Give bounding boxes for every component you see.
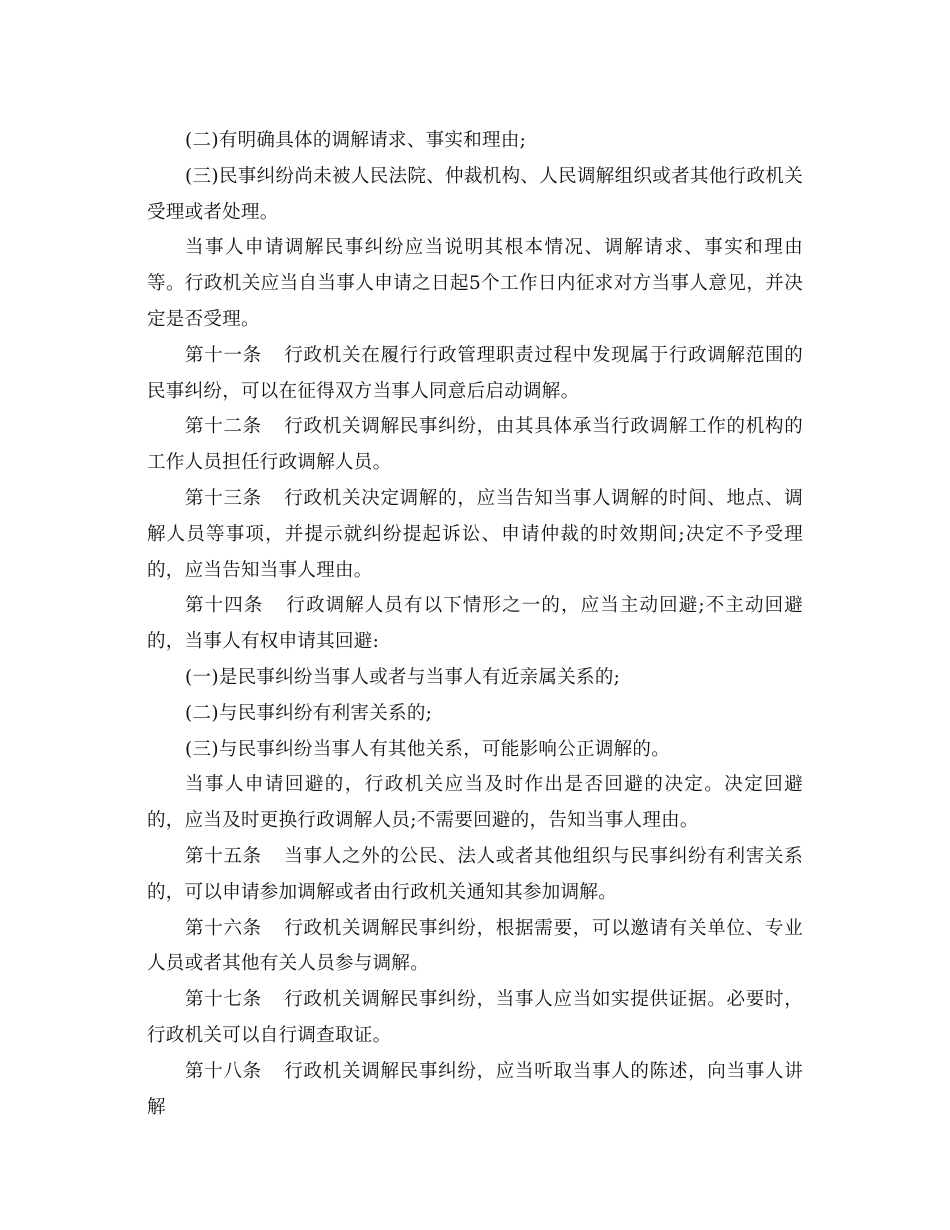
paragraph-text: (三)与民事纠纷当事人有其他关系，可能影响公正调解的。	[185, 738, 671, 760]
article-number: 第十二条	[185, 416, 262, 438]
paragraph-recusal	[147, 767, 803, 839]
article-number: 第十六条	[185, 917, 262, 939]
article-text: 行政机关调解民事纠纷，当事人应当如实提供证据。必要时，行政机关可以自行调查取证。	[147, 989, 803, 1046]
article-number: 第十一条	[185, 344, 262, 366]
article-text: 行政机关调解民事纠纷，由其具体承当行政调解工作的机构的工作人员担任行政调解人员。	[147, 416, 803, 474]
article-15	[147, 839, 803, 911]
paragraph-item-2	[147, 123, 803, 159]
article-number: 第十五条	[185, 845, 262, 867]
paragraph-item-3b	[147, 732, 803, 768]
article-18	[147, 1054, 803, 1126]
article-16	[147, 911, 803, 983]
article-text: 行政机关调解民事纠纷，应当听取当事人的陈述，向当事人讲解	[147, 1060, 803, 1118]
paragraph-text: (三)民事纠纷尚未被人民法院、仲裁机构、人民调解组织或者其他行政机关受理或者处理。	[147, 165, 803, 223]
article-12	[147, 409, 803, 481]
article-11	[147, 338, 803, 410]
article-text: 当事人之外的公民、法人或者其他组织与民事纠纷有利害关系的，可以申请参加调解或者由行政机关通知其参加调解。	[147, 845, 803, 903]
paragraph-item-2b	[147, 696, 803, 732]
paragraph-application	[147, 230, 803, 337]
paragraph-text: 当事人申请回避的，行政机关应当及时作出是否回避的决定。决定回避的，应当及时更换行政调解人员;不需要回避的，告知当事人理由。	[147, 774, 803, 832]
paragraph-text: (二)有明确具体的调解请求、事实和理由;	[185, 130, 527, 151]
paragraph-item-3	[147, 159, 803, 231]
paragraph-text: (一)是民事纠纷当事人或者与当事人有近亲属关系的;	[185, 666, 621, 688]
article-text: 行政机关决定调解的，应当告知当事人调解的时间、地点、调解人员等事项，并提示就纠纷提起诉讼、申请仲裁的时效期间;决定不予受理的，应当告知当事人理由。	[147, 487, 803, 581]
paragraph-text: (二)与民事纠纷有利害关系的;	[185, 702, 433, 724]
article-number: 第十三条	[185, 487, 262, 509]
paragraph-item-1	[147, 660, 803, 696]
paragraph-text: 当事人申请调解民事纠纷应当说明其根本情况、调解请求、事实和理由等。行政机关应当自当事人申请之日起5个工作日内征求对方当事人意见，并决定是否受理。	[147, 237, 803, 330]
article-number: 第十七条	[185, 989, 262, 1011]
article-text: 行政机关调解民事纠纷，根据需要，可以邀请有关单位、专业人员或者其他有关人员参与调解。	[147, 917, 803, 975]
article-13	[147, 481, 803, 588]
article-number: 第十八条	[185, 1060, 262, 1082]
article-text: 行政机关在履行行政管理职责过程中发现属于行政调解范围的民事纠纷，可以在征得双方当事人同意后启动调解。	[147, 344, 803, 402]
article-number: 第十四条	[185, 595, 264, 617]
article-17	[147, 982, 803, 1054]
article-text: 行政调解人员有以下情形之一的，应当主动回避;不主动回避的，当事人有权申请其回避:	[147, 595, 804, 653]
article-14	[147, 588, 803, 660]
document-body	[147, 123, 803, 1125]
